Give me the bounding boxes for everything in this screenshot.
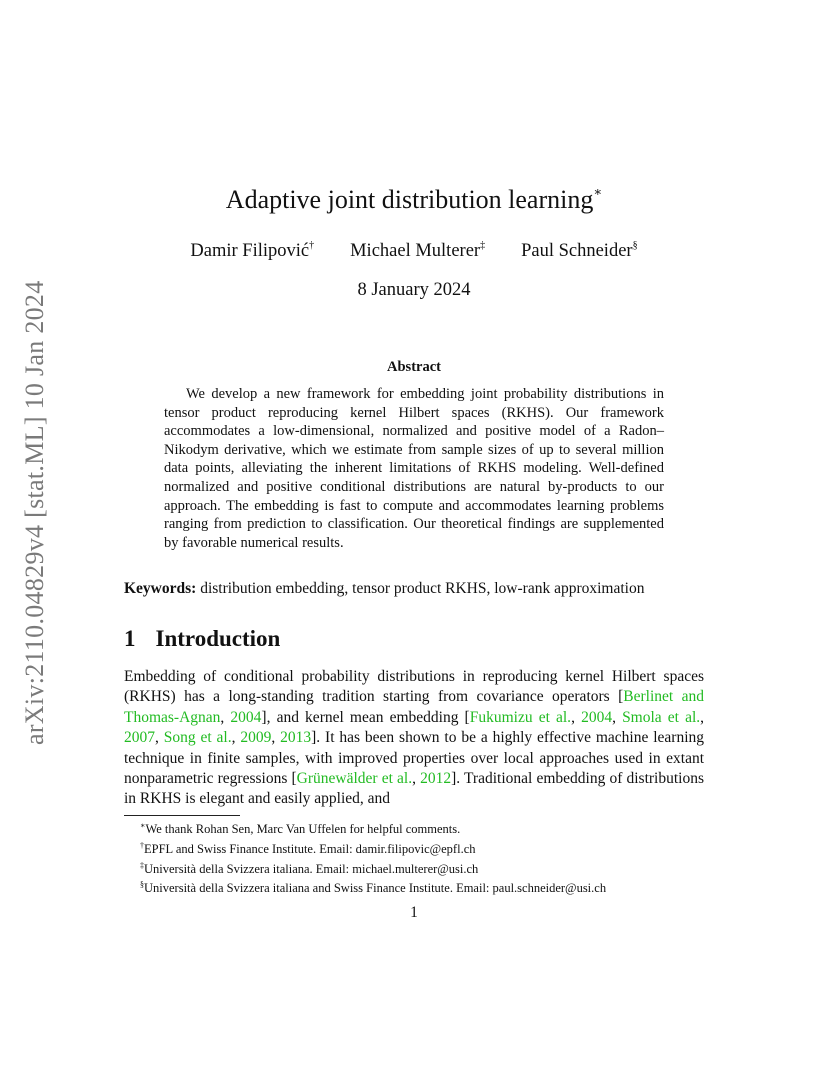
citation-link[interactable]: Smola et al. — [622, 708, 701, 726]
section-title: Introduction — [155, 626, 281, 651]
footnote — [124, 858, 724, 878]
citation-link[interactable]: 2007 — [124, 729, 155, 747]
author-name: Paul Schneider — [521, 241, 633, 261]
footnote — [124, 818, 724, 838]
citation-link[interactable]: Song et al. — [163, 729, 232, 747]
title-footnote-mark: ∗ — [593, 184, 603, 199]
citation-link[interactable]: 2004 — [581, 708, 613, 726]
footnote-mark: ∗ — [140, 821, 146, 830]
publication-date: 8 January 2024 — [357, 280, 471, 300]
abstract-text: We develop a new framework for embedding joint probability distributions in tensor product reproducing kernel Hilbert spaces (RKHS). Our framework accommodates a low-dimensional, normalized and positive model of a Radon–Nikodym derivative, which we estimate from sample sizes of up to several million data points, alleviating the inherent limitations of RKHS modeling. Well-defined normalized and positive conditional distributions are natural by-products to our approach. The embedding is fast to compute and accommodates learning problems ranging from prediction to classification. Our theoretical findings are supplemented by favorable numerical results. — [164, 386, 664, 551]
section-number: 1 — [124, 626, 136, 651]
body-text-span: Embedding of conditional probability distributions in reproducing kernel Hilbert spaces (RKHS) has a long-standing tradition starting from covariance operators [ — [124, 668, 704, 706]
citation-link[interactable]: Fukumizu et al. — [469, 708, 572, 726]
body-text-span: ]. Traditional embedding of distributions in RKHS is elegant and easily applied, and — [124, 770, 704, 808]
keywords-label: Keywords: — [124, 580, 197, 597]
title-text: Adaptive joint distribution learning — [225, 185, 594, 214]
author-footnote-mark: † — [309, 240, 315, 251]
footnote-rule — [124, 815, 240, 816]
body-text-span: , — [231, 729, 241, 747]
body-text-span: , — [612, 708, 623, 726]
author-footnote-mark: § — [632, 240, 638, 251]
body-text-span: , — [700, 708, 705, 726]
footnote — [124, 877, 724, 897]
author — [350, 240, 485, 262]
citation-link[interactable]: Berlinet and Thomas-Agnan — [124, 688, 705, 726]
abstract-heading: Abstract — [387, 359, 441, 375]
citation-link[interactable]: Grünewälder et al. — [296, 770, 413, 788]
section-heading — [124, 626, 280, 652]
keywords-list: distribution embedding, tensor product RKHS, low-rank approximation — [200, 580, 645, 597]
citation-link[interactable]: 2012 — [420, 770, 452, 788]
intro-paragraph — [124, 667, 704, 810]
paper-title — [0, 184, 828, 215]
body-text-span: , — [220, 708, 231, 726]
body-text-span: ]. It has been shown to be a highly effective machine learning technique in finite samples, with improved properties over local approaches used in extant nonparametric regressions [ — [124, 729, 705, 788]
author-list — [0, 240, 828, 262]
body-text-span: , — [571, 708, 582, 726]
body-text-span: , — [155, 729, 164, 747]
keywords — [124, 580, 714, 598]
citation-link[interactable]: 2009 — [240, 729, 272, 747]
footnotes — [124, 818, 724, 897]
citation-link[interactable]: 2004 — [230, 708, 262, 726]
footnote-text: EPFL and Swiss Finance Institute. Email: damir.filipovic@epfl.ch — [144, 841, 476, 856]
footnote-mark: † — [140, 840, 144, 850]
author — [521, 240, 638, 262]
footnote-text: Università della Svizzera italiana and Swiss Finance Institute. Email: paul.schneider@usi.ch — [144, 881, 607, 896]
body-text-span: ], and kernel mean embedding [ — [261, 708, 470, 726]
footnote-mark: § — [140, 880, 144, 890]
author-name: Michael Multerer — [350, 241, 481, 261]
footnote-text: We thank Rohan Sen, Marc Van Uffelen for helpful comments. — [145, 822, 461, 836]
body-text-span: , — [271, 729, 281, 747]
footnote-mark: ‡ — [140, 860, 144, 870]
author — [190, 240, 314, 262]
page-number: 1 — [410, 904, 418, 921]
footnote — [124, 838, 724, 858]
citation-link[interactable]: 2013 — [280, 729, 312, 747]
arxiv-identifier: arXiv:2110.04829v4 [stat.ML] 10 Jan 2024 — [20, 280, 49, 745]
body-text-span: , — [412, 770, 421, 788]
author-footnote-mark: ‡ — [480, 240, 486, 251]
footnote-text: Università della Svizzera italiana. Email: michael.multerer@usi.ch — [144, 861, 479, 876]
author-name: Damir Filipović — [190, 241, 310, 261]
